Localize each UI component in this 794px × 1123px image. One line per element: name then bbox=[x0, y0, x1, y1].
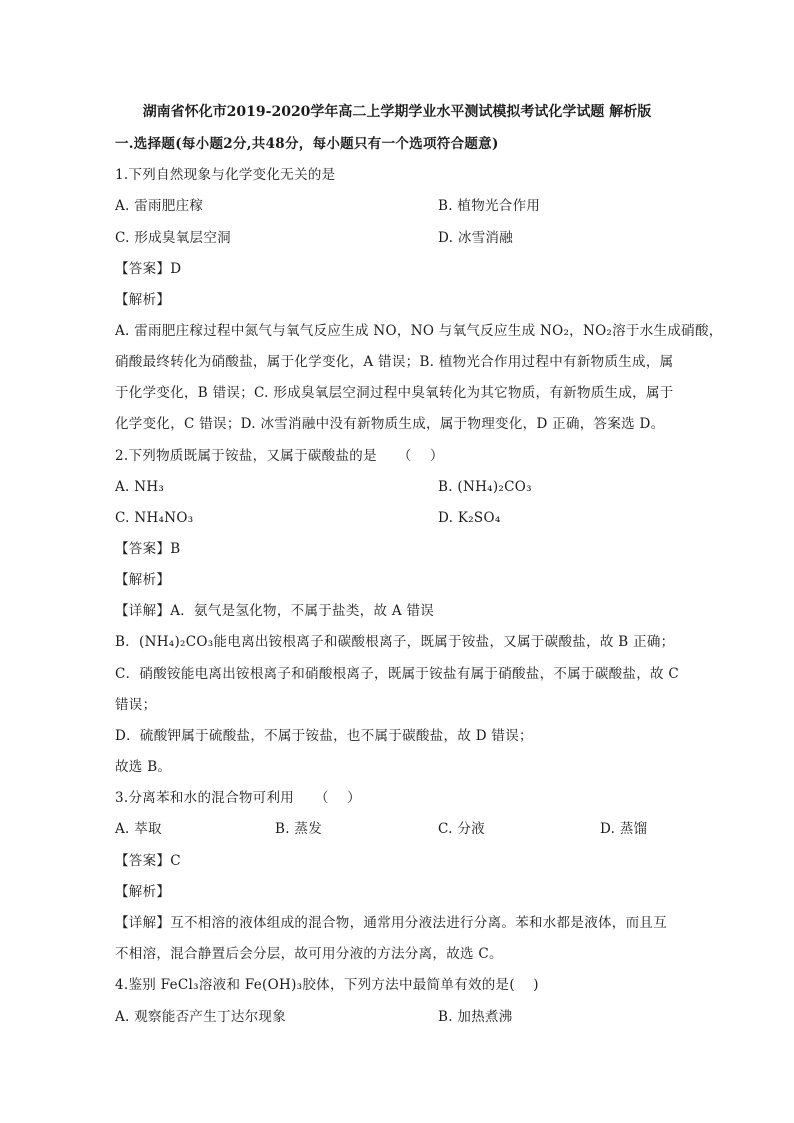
q2-answer: 【答案】B bbox=[115, 541, 181, 557]
q3-analysis-line: 【详解】互不相溶的液体组成的混合物，通常用分液法进行分离。苯和水都是液体，而且互 bbox=[115, 915, 667, 931]
q3-stem: 3.分离苯和水的混合物可利用 （ ） bbox=[115, 790, 361, 806]
q3-option-a: A. 萃取 bbox=[115, 821, 162, 837]
q2-analysis-heading: 【解析】 bbox=[115, 572, 171, 588]
q3-analysis-heading: 【解析】 bbox=[115, 884, 171, 900]
q2-analysis-line: B．(NH₄)₂CO₃能电离出铵根离子和碳酸根离子，既属于铵盐，又属于碳酸盐，故 B 正确； bbox=[115, 634, 675, 650]
q1-stem: 1.下列自然现象与化学变化无关的是 bbox=[115, 167, 336, 183]
q3-answer: 【答案】C bbox=[115, 853, 181, 869]
q1-analysis-line: 硝酸最终转化为硝酸盐，属于化学变化，A 错误；B. 植物光合作用过程中有新物质生成，属 bbox=[115, 354, 674, 370]
q1-analysis-line: 化学变化，C 错误；D. 冰雪消融中没有新物质生成，属于物理变化，D 正确，答案选 D。 bbox=[115, 416, 665, 432]
q1-analysis-line: A. 雷雨肥庄稼过程中氮气与氧气反应生成 NO，NO 与氧气反应生成 NO₂，NO₂溶于水生成硝酸， bbox=[115, 323, 723, 339]
q3-option-b: B. 蒸发 bbox=[275, 821, 323, 837]
section-heading: 一.选择题(每小题2分,共48分，每小题只有一个选项符合题意) bbox=[115, 136, 499, 152]
q1-option-a: A. 雷雨肥庄稼 bbox=[115, 198, 204, 214]
q2-analysis-line: 错误； bbox=[115, 697, 157, 713]
q2-analysis-line: 故选 B。 bbox=[115, 759, 172, 775]
q2-stem: 2.下列物质既属于铵盐，又属于碳酸盐的是 （ ） bbox=[115, 448, 444, 464]
q2-analysis-line: D．硫酸钾属于硫酸盐，不属于铵盐，也不属于碳酸盐，故 D 错误； bbox=[115, 728, 533, 744]
q2-option-a: A. NH₃ bbox=[115, 479, 165, 495]
q1-option-d: D. 冰雪消融 bbox=[438, 230, 514, 246]
q4-stem: 4.鉴别 FeCl₃溶液和 Fe(OH)₃胶体，下列方法中最简单有效的是( ) bbox=[115, 977, 539, 993]
q3-analysis-line: 不相溶，混合静置后会分层，故可用分液的方法分离，故选 C。 bbox=[115, 946, 503, 962]
q1-option-c: C. 形成臭氧层空洞 bbox=[115, 230, 231, 246]
q2-analysis-line: 【详解】A．氨气是氢化物，不属于盐类，故 A 错误 bbox=[115, 603, 435, 619]
page-title: 湖南省怀化市2019-2020学年高二上学期学业水平测试模拟考试化学试题 解析版 bbox=[142, 104, 652, 120]
q1-analysis-heading: 【解析】 bbox=[115, 292, 171, 308]
q4-option-b: B. 加热煮沸 bbox=[438, 1009, 513, 1025]
q2-option-d: D. K₂SO₄ bbox=[438, 510, 501, 526]
q1-answer: 【答案】D bbox=[115, 261, 182, 277]
q3-option-c: C. 分液 bbox=[438, 821, 485, 837]
q2-analysis-line: C．硝酸铵能电离出铵根离子和硝酸根离子，既属于铵盐有属于硝酸盐，不属于碳酸盐，故 C bbox=[115, 666, 680, 682]
q2-option-c: C. NH₄NO₃ bbox=[115, 510, 194, 526]
q4-option-a: A. 观察能否产生丁达尔现象 bbox=[115, 1009, 287, 1025]
q1-analysis-line: 于化学变化，B 错误；C. 形成臭氧层空洞过程中臭氧转化为其它物质，有新物质生成，属于 bbox=[115, 385, 674, 401]
q1-option-b: B. 植物光合作用 bbox=[438, 198, 541, 214]
q2-option-b: B. (NH₄)₂CO₃ bbox=[438, 479, 532, 495]
q3-option-d: D. 蒸馏 bbox=[600, 821, 648, 837]
